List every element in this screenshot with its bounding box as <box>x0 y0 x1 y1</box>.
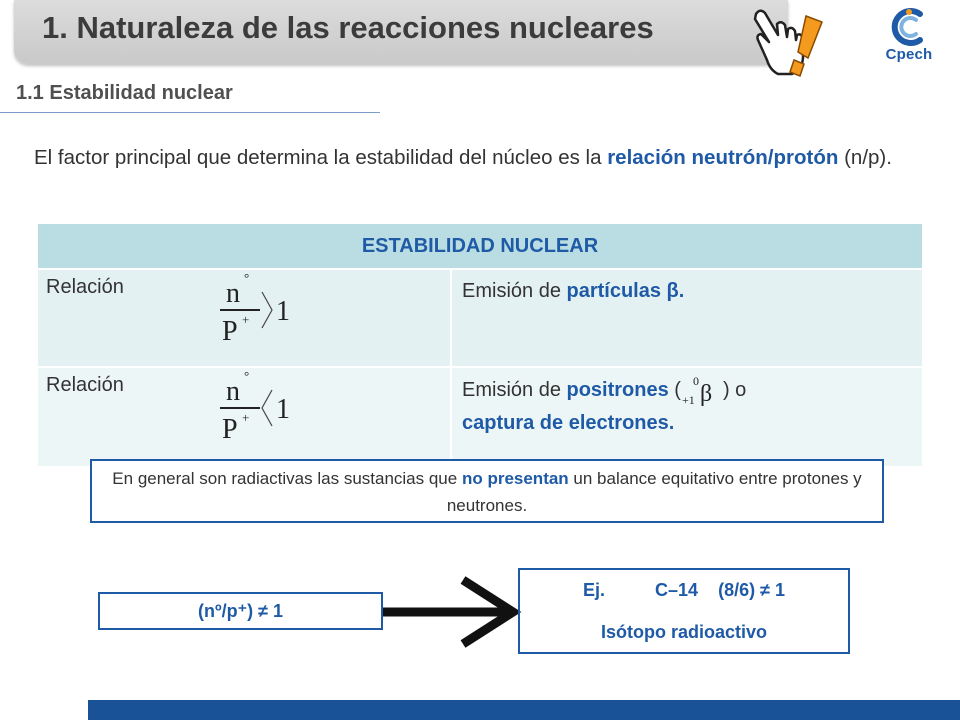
positron-bottom: +1 <box>681 393 695 407</box>
footer-bar <box>88 700 960 720</box>
result-text-1: Emisión de <box>462 379 567 401</box>
example-line-1: Ej. C–14 (8/6) ≠ 1 <box>583 580 785 600</box>
formula-value: 1 <box>276 394 290 425</box>
ratio-box: (nº/p⁺) ≠ 1 <box>98 592 383 630</box>
row-label: Relación <box>46 276 124 298</box>
intro-paragraph <box>34 143 920 172</box>
intro-text-2: (n/p). <box>838 146 892 169</box>
table-header: ESTABILIDAD NUCLEAR <box>38 224 922 268</box>
paren-close: ) o <box>722 379 747 401</box>
result-bold-2: captura de electrones. <box>462 412 675 434</box>
formula-denominator: P <box>222 414 238 445</box>
title-bar <box>14 0 788 64</box>
result-text <box>462 276 684 306</box>
formula-denominator-sup: + <box>242 312 250 327</box>
table-cell-condition <box>38 368 450 466</box>
arrow-icon <box>383 574 523 650</box>
formula-denominator-sup: + <box>242 410 250 425</box>
table-cell-result <box>452 368 922 466</box>
note-highlight: no presentan <box>461 469 569 488</box>
section-subtitle: 1.1 Estabilidad nuclear <box>16 82 233 104</box>
note-text-2: un balance equitativo entre protones y neutrones. <box>446 469 862 515</box>
positron-symbol <box>681 374 723 408</box>
stability-table <box>38 224 922 445</box>
result-bold: partículas β. <box>566 280 685 302</box>
table-row <box>38 270 922 366</box>
paren-open: ( <box>668 379 681 401</box>
logo-text: Cpech <box>885 46 933 63</box>
intro-highlight: relación neutrón/protón <box>607 146 839 169</box>
less-than-sign <box>262 390 272 426</box>
ratio-greater-formula <box>218 272 318 352</box>
subtitle-underline <box>0 112 380 113</box>
pointing-hand-icon <box>748 2 824 82</box>
note-text-1: En general son radiactivas las sustancias que <box>112 469 462 488</box>
example-box <box>518 568 850 654</box>
table-cell-condition <box>38 270 450 366</box>
cpech-logo-icon <box>876 6 942 46</box>
cpech-logo <box>876 6 956 70</box>
formula-numerator: n <box>226 278 240 309</box>
formula-numerator: n <box>226 376 240 407</box>
result-text-1: Emisión de <box>462 280 567 302</box>
result-bold: positrones <box>566 379 669 401</box>
formula-numerator-sup: ° <box>244 272 250 285</box>
formula-value: 1 <box>276 296 290 327</box>
note-box <box>90 459 884 523</box>
row-label: Relación <box>46 374 124 396</box>
greater-than-sign <box>262 292 272 328</box>
table-cell-result <box>452 270 922 366</box>
positron-top: 0 <box>692 374 699 388</box>
positron-beta: β <box>699 381 713 407</box>
result-text <box>462 374 746 438</box>
ratio-less-formula <box>218 370 318 450</box>
example-line-2: Isótopo radioactivo <box>600 622 768 642</box>
formula-denominator: P <box>222 316 238 347</box>
formula-numerator-sup: ° <box>244 370 250 383</box>
intro-text-1: El factor principal que determina la estabilidad del núcleo es la <box>34 146 608 169</box>
page-title: 1. Naturaleza de las reacciones nucleares <box>42 10 654 45</box>
table-row <box>38 368 922 466</box>
